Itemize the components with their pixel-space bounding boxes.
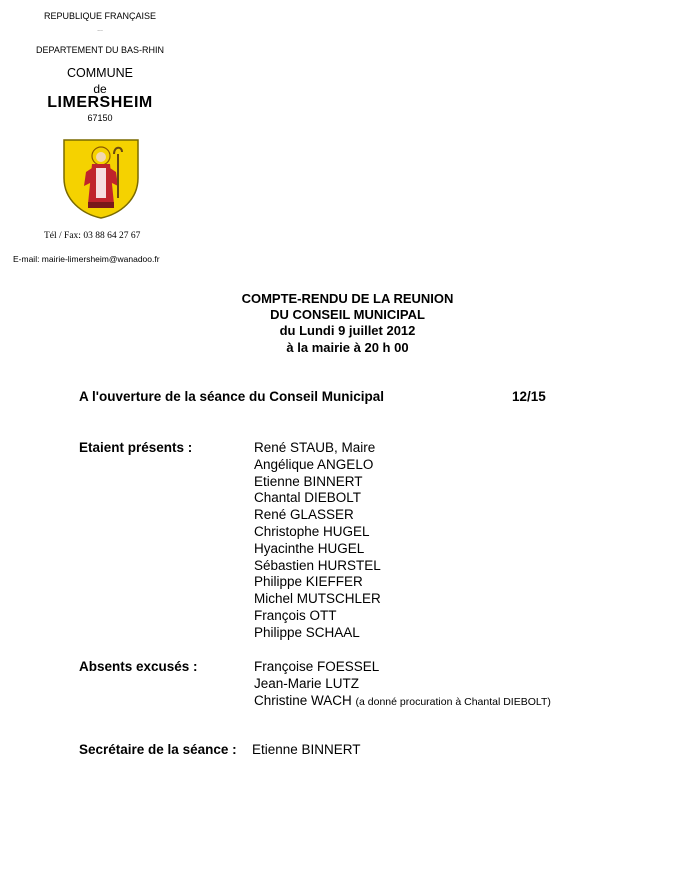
present-member: Hyacinthe HUGEL: [254, 540, 365, 556]
header-department: DEPARTEMENT DU BAS-RHIN: [35, 45, 165, 55]
absent-member: Françoise FOESSEL: [254, 659, 380, 674]
secretary-name: Etienne BINNERT: [252, 742, 361, 757]
secretary-label: Secrétaire de la séance :: [79, 742, 237, 757]
proxy-note: (a donné procuration à Chantal DIEBOLT): [355, 695, 551, 708]
present-label: Etaient présents :: [79, 440, 193, 455]
absent-member: Christine WACH: [254, 692, 352, 708]
present-member: Philippe KIEFFER: [254, 574, 363, 590]
present-member: Chantal DIEBOLT: [254, 490, 362, 506]
present-member: Philippe SCHAAL: [254, 624, 360, 640]
header-phone: Tél / Fax: 03 88 64 27 67: [44, 231, 141, 241]
coat-of-arms-icon: [62, 138, 140, 220]
absent-list: [254, 659, 551, 710]
present-member: René STAUB, Maire: [254, 440, 376, 455]
opening-label: A l'ouverture de la séance du Conseil Municipal: [79, 389, 385, 404]
opening-count: 12/15: [512, 389, 546, 404]
title-line-1: COMPTE-RENDU DE LA REUNION: [241, 291, 454, 306]
present-member: Christophe HUGEL: [254, 523, 370, 539]
title-line-3: du Lundi 9 juillet 2012: [279, 323, 416, 338]
present-member: Michel MUTSCHLER: [254, 591, 381, 607]
absent-label: Absents excusés :: [79, 659, 198, 674]
header-commune: COMMUNE: [67, 66, 133, 80]
present-member: René GLASSER: [254, 507, 354, 523]
header-email: E-mail: mairie-limersheim@wanadoo.fr: [13, 254, 160, 264]
header-separator: ...: [97, 26, 103, 33]
header-city: LIMERSHEIM: [47, 94, 153, 111]
title-line-2: DU CONSEIL MUNICIPAL: [270, 307, 425, 322]
header-de: de: [93, 82, 107, 96]
title-line-4: à la mairie à 20 h 00: [286, 340, 409, 355]
present-list: [254, 440, 381, 642]
present-member: François OTT: [254, 607, 337, 623]
header-zip: 67150: [87, 113, 113, 123]
absent-member: Jean-Marie LUTZ: [254, 675, 360, 691]
present-member: Sébastien HURSTEL: [254, 557, 381, 573]
absent-member-row: [254, 693, 551, 711]
present-member: Angélique ANGELO: [254, 456, 374, 472]
present-member: Etienne BINNERT: [254, 473, 363, 489]
header-republic: REPUBLIQUE FRANÇAISE: [43, 11, 157, 21]
